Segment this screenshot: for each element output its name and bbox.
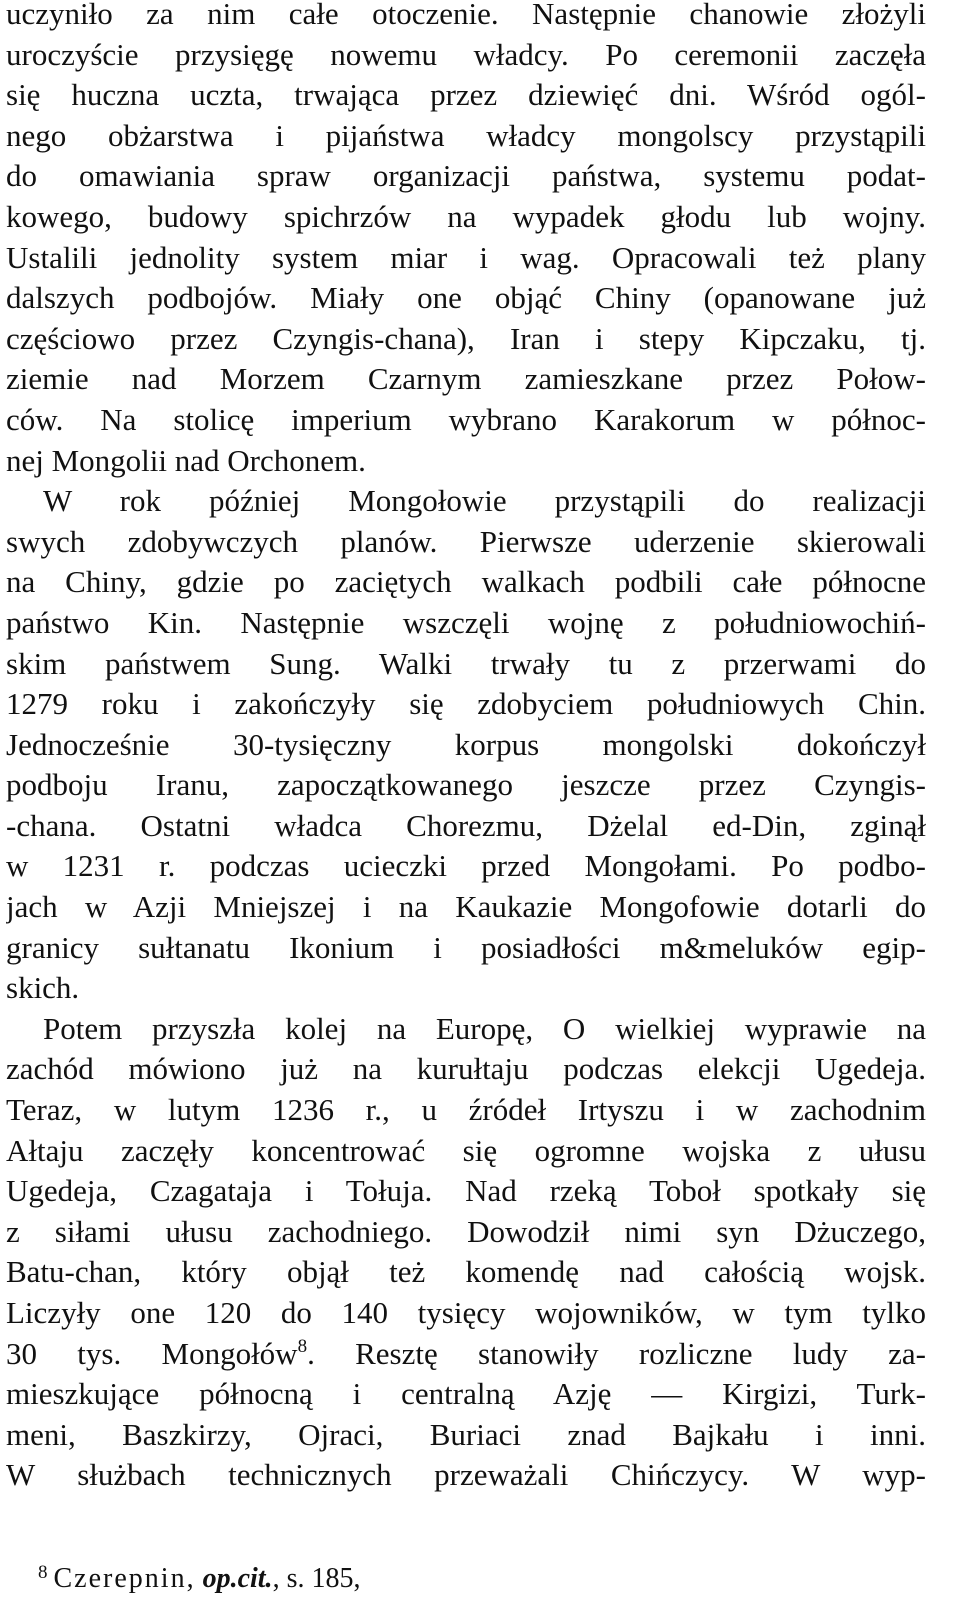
text-line-with-footnote-ref [6,1334,926,1375]
text-line: Teraz, w lutym 1236 r., u źródeł Irtyszu i w zachodnim [6,1092,926,1128]
text-line: częściowo przez Czyngis-chana), Iran i stepy Kipczaku, tj. [6,320,926,356]
text-line: w 1231 r. podczas ucieczki przed Mongołami. Po podbo- [6,848,926,884]
text-line: podboju Iranu, zapoczątkowanego jeszcze przez Czyngis- [6,767,926,803]
text-line: Potem przyszła kolej na Europę, O wielkiej wyprawie na [43,1010,926,1046]
text-line: jach w Azji Mniejszej i na Kaukazie Mongofowie dotarli do [6,889,926,925]
footnote-opcit: op.cit. [202,1563,273,1594]
footnote-reference: 8 [297,1335,308,1357]
body-text [6,0,926,1496]
text-line: kowego, budowy spichrzów na wypadek głodu lub wojny. [6,198,926,234]
text-line: na Chiny, gdzie po zaciętych walkach podbili całe północne [6,564,926,600]
text-line: swych zdobywczych planów. Pierwsze uderzenie skierowali [6,523,926,559]
text-line: skim państwem Sung. Walki trwały tu z przerwami do [6,645,926,681]
text-line: Ustalili jednolity system miar i wag. Opracowali też plany [6,239,926,275]
text-line: W służbach technicznych przeważali Chińczycy. W wyp- [6,1457,926,1493]
footnote-number: 8 [38,1562,48,1583]
text-line: uroczyście przysięgę nowemu władcy. Po ceremonii zaczęła [6,36,926,72]
text-line: z siłami ułusu zachodniego. Dowodził nimi syn Dżuczego, [6,1213,926,1249]
text-line: Ałtaju zaczęły koncentrować się ogromne wojska z ułusu [6,1132,926,1168]
text-line: granicy sułtanatu Ikonium i posiadłości m&meluków egip- [6,929,926,965]
text-line: skich. [6,970,80,1006]
text-line: W rok później Mongołowie przystąpili do realizacji [43,483,926,519]
text-line: mieszkujące północną i centralną Azję — Kirgizi, Turk- [6,1376,926,1412]
text-line: meni, Baszkirzy, Ojraci, Buriaci znad Bajkału i inni. [6,1416,926,1452]
text-segment: . Resztę stanowiły rozliczne ludy za- [307,1335,926,1371]
text-line: do omawiania spraw organizacji państwa, systemu podat- [6,158,926,194]
text-segment: 30 tys. Mongołów [6,1335,298,1371]
text-line: państwo Kin. Następnie wszczęli wojnę z południowochiń- [6,604,926,640]
footnote-page: , s. 185, [272,1563,361,1594]
text-line: ziemie nad Morzem Czarnym zamieszkane przez Połow- [6,361,926,397]
text-line: ców. Na stolicę imperium wybrano Karakorum w północ- [6,401,926,437]
text-line: Batu-chan, który objął też komendę nad całością wojsk. [6,1254,926,1290]
text-line: nego obżarstwa i pijaństwa władcy mongolscy przystąpili [6,117,926,153]
text-line: uczyniło za nim całe otoczenie. Następnie chanowie złożyli [6,0,926,31]
text-line: się huczna uczta, trwająca przez dziewięć dni. Wśród ogól- [6,77,926,113]
footnote [38,1553,360,1593]
text-line: dalszych podbojów. Miały one objąć Chiny (opanowane już [6,280,926,316]
text-line: Liczyły one 120 do 140 tysięcy wojowników, w tym tylko [6,1295,926,1330]
text-line: -chana. Ostatni władca Chorezmu, Dżelal ed-Din, zginął [6,807,926,843]
footnote-author: Czerepnin, [53,1563,196,1594]
text-line: Jednocześnie 30-tysięczny korpus mongolski dokończył [6,726,926,762]
text-line: Ugedeja, Czagataja i Tołuja. Nad rzeką Toboł spotkały się [6,1173,926,1209]
text-line: 1279 roku i zakończyły się zdobyciem południowych Chin. [6,686,926,722]
text-line: nej Mongolii nad Orchonem. [6,442,366,478]
text-line: zachód mówiono już na kurułtaju podczas elekcji Ugedeja. [6,1051,926,1087]
